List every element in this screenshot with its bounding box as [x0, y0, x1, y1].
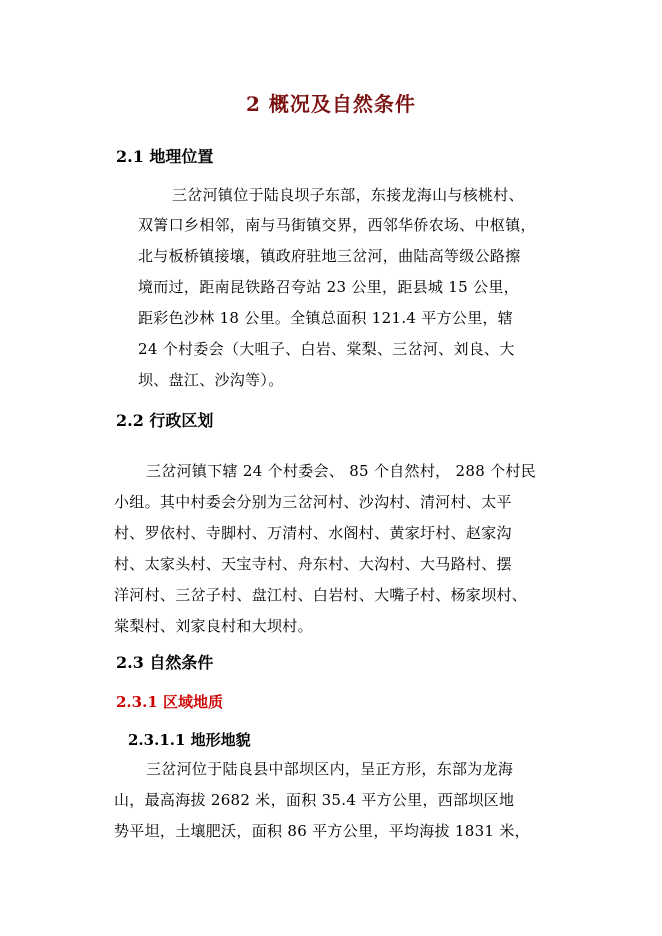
paragraph-line: 距彩色沙林 18 公里。全镇总面积 121.4 平方公里，辖 [138, 309, 514, 327]
paragraph-line: 小组。其中村委会分别为三岔河村、沙沟村、清河村、太平 [114, 493, 512, 511]
paragraph-line: 24 个村委会（大咀子、白岩、棠梨、三岔河、刘良、大 [138, 340, 515, 358]
section-heading-2-1: 2.1 地理位置 [116, 147, 214, 166]
paragraph-line: 洋河村、三岔子村、盘江村、白岩村、大嘴子村、杨家坝村、 [114, 586, 528, 604]
section-heading-2-2: 2.2 行政区划 [116, 411, 214, 430]
paragraph-line: 北与板桥镇接壤，镇政府驻地三岔河，曲陆高等级公路擦 [138, 247, 521, 265]
paragraph-line: 坝、盘江、沙沟等）。 [138, 371, 284, 389]
paragraph-line: 双箐口乡相邻，南与马街镇交界，西邻华侨农场、中枢镇， [138, 216, 536, 234]
paragraph-line: 三岔河镇位于陆良坝子东部，东接龙海山与核桃村、 [172, 186, 524, 204]
paragraph-line: 境而过，距南昆铁路召夸站 23 公里，距县城 15 公里， [138, 278, 519, 296]
paragraph-line: 村、太家头村、天宝寺村、舟东村、大沟村、大马路村、摆 [114, 555, 512, 573]
paragraph-line: 三岔河位于陆良县中部坝区内，呈正方形，东部为龙海 [146, 760, 514, 778]
paragraph-line: 山，最高海拔 2682 米，面积 35.4 平方公里，西部坝区地 [114, 791, 515, 809]
paragraph-line: 三岔河镇下辖 24 个村委会、 85 个自然村， 288 个村民 [146, 462, 537, 480]
paragraph-line: 村、罗依村、寺脚村、万清村、水阁村、黄家圩村、赵家沟 [114, 524, 512, 542]
subsection-heading-2-3-1: 2.3.1 区域地质 [116, 693, 223, 711]
chapter-title: 2 概况及自然条件 [246, 92, 416, 116]
subsubsection-heading-2-3-1-1: 2.3.1.1 地形地貌 [128, 731, 251, 749]
section-heading-2-3: 2.3 自然条件 [116, 653, 214, 672]
paragraph-line: 棠梨村、刘家良村和大坝村。 [114, 617, 313, 635]
paragraph-line: 势平坦，土壤肥沃，面积 86 平方公里，平均海拔 1831 米， [114, 822, 530, 840]
